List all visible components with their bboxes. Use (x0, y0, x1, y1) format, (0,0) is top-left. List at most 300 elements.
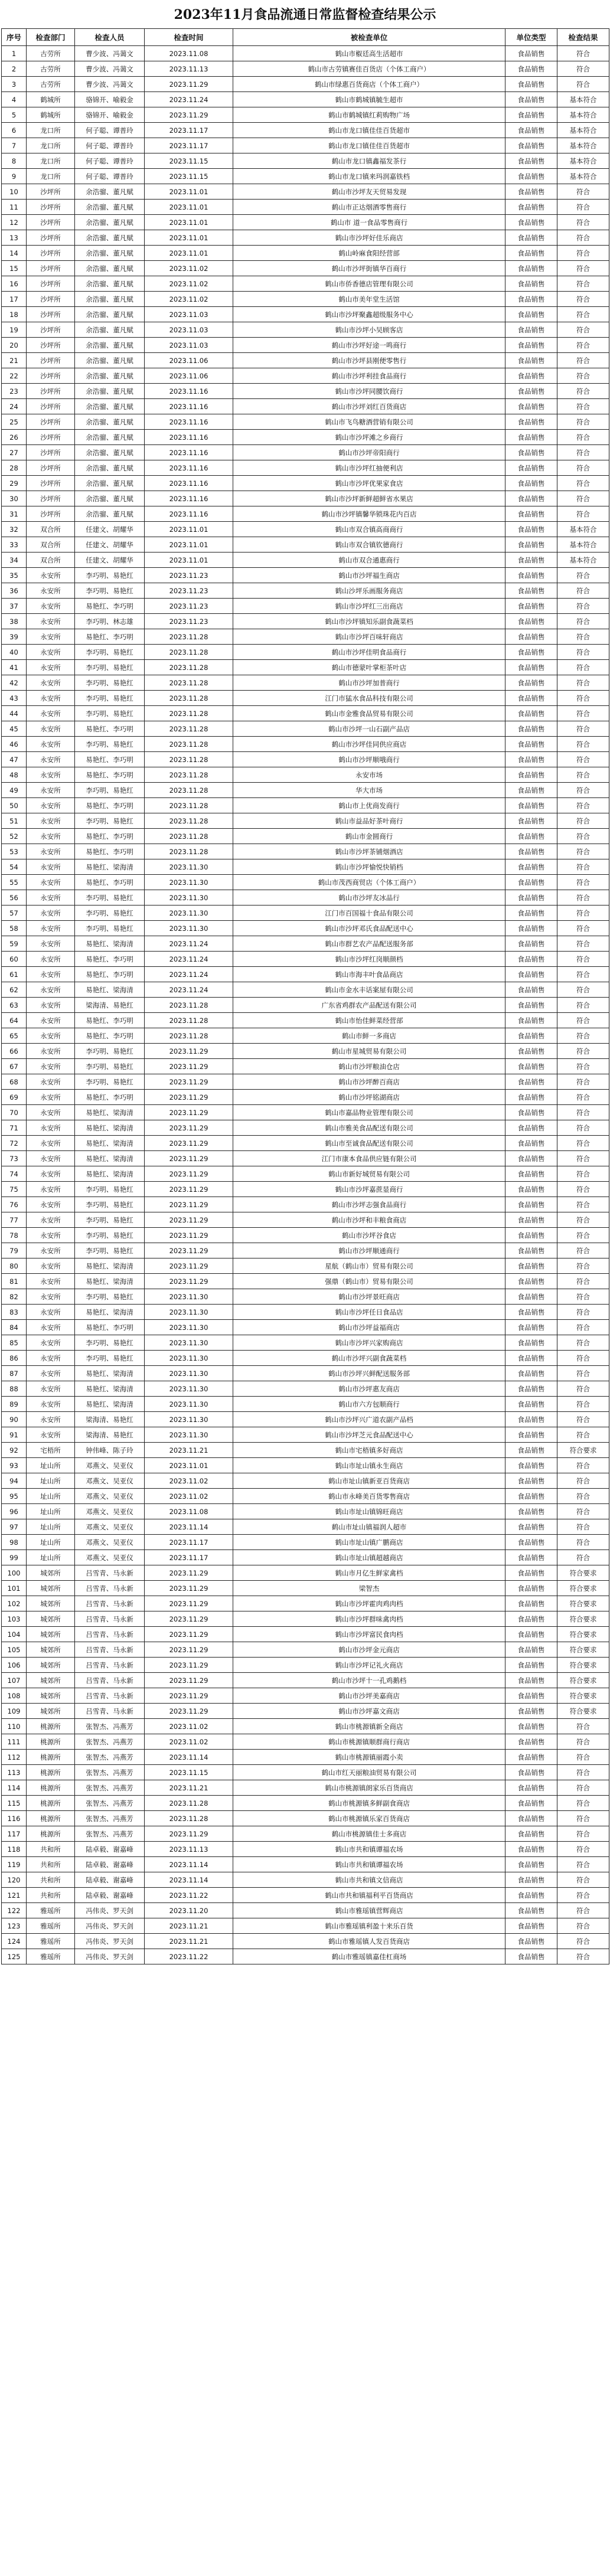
cell-date: 2023.11.30 (145, 1397, 233, 1412)
cell-unit-type: 食品销售 (505, 1320, 557, 1335)
cell-inspectors: 陆卓毅、谢嘉峰 (75, 1888, 145, 1903)
cell-department: 永安所 (27, 859, 75, 875)
cell-date: 2023.11.01 (145, 184, 233, 200)
cell-department: 双合所 (27, 522, 75, 537)
table-row (2, 353, 609, 368)
cell-unit: 鹤山市沙坪嘉文商店 (233, 1704, 505, 1719)
cell-unit: 江门市康本食品供应链有限公司 (233, 1151, 505, 1166)
cell-result: 符合 (557, 61, 609, 77)
cell-unit: 鹤山市址山镇新亚百货商店 (233, 1473, 505, 1489)
cell-inspectors: 易艳红、梁海清 (75, 1397, 145, 1412)
cell-index: 37 (2, 599, 27, 614)
cell-result: 基本符合 (557, 522, 609, 537)
cell-result: 基本符合 (557, 553, 609, 568)
cell-inspectors: 李巧明、易艳红 (75, 691, 145, 706)
cell-department: 沙坪所 (27, 445, 75, 460)
cell-result: 符合 (557, 322, 609, 338)
cell-department: 沙坪所 (27, 246, 75, 261)
cell-inspectors: 易艳红、梁海清 (75, 859, 145, 875)
cell-inspectors: 吕雪青、马永新 (75, 1565, 145, 1581)
cell-unit-type: 食品销售 (505, 829, 557, 844)
cell-unit: 鹤山市怡佳鲜菜经营部 (233, 1013, 505, 1028)
cell-unit: 鹤山市至诚食品配送有限公司 (233, 1136, 505, 1151)
cell-index: 60 (2, 952, 27, 967)
cell-index: 13 (2, 230, 27, 246)
cell-unit-type: 食品销售 (505, 1565, 557, 1581)
cell-inspectors: 李巧明、易艳红 (75, 675, 145, 691)
cell-index: 88 (2, 1381, 27, 1397)
cell-result: 符合 (557, 1934, 609, 1949)
cell-inspectors: 张智杰、冯燕芳 (75, 1765, 145, 1780)
cell-result: 符合 (557, 614, 609, 629)
cell-unit: 鹤山市沙坪利挂食品商行 (233, 368, 505, 384)
cell-result: 符合 (557, 368, 609, 384)
cell-date: 2023.11.29 (145, 1704, 233, 1719)
cell-department: 永安所 (27, 936, 75, 952)
table-row (2, 537, 609, 553)
cell-inspectors: 任建文、胡耀华 (75, 522, 145, 537)
cell-index: 55 (2, 875, 27, 890)
cell-index: 26 (2, 430, 27, 445)
cell-department: 沙坪所 (27, 399, 75, 414)
cell-unit: 广东省鸡群农产品配送有限公司 (233, 998, 505, 1013)
cell-unit-type: 食品销售 (505, 952, 557, 967)
cell-inspectors: 冯伟炎、罗天剑 (75, 1918, 145, 1934)
cell-unit-type: 食品销售 (505, 307, 557, 322)
cell-date: 2023.11.24 (145, 952, 233, 967)
cell-department: 沙坪所 (27, 215, 75, 230)
cell-unit: 鹤山市上优商发商行 (233, 798, 505, 813)
table-row (2, 1581, 609, 1596)
cell-unit: 鹤山市址山镇锦旺商店 (233, 1504, 505, 1519)
cell-date: 2023.11.02 (145, 292, 233, 307)
cell-date: 2023.11.28 (145, 844, 233, 859)
cell-department: 古劳所 (27, 61, 75, 77)
cell-date: 2023.11.29 (145, 1826, 233, 1842)
cell-index: 114 (2, 1780, 27, 1796)
cell-inspectors: 余浩骝、董凡赋 (75, 292, 145, 307)
table-row (2, 1258, 609, 1274)
cell-index: 47 (2, 752, 27, 767)
cell-result: 符合 (557, 338, 609, 353)
cell-department: 永安所 (27, 998, 75, 1013)
table-row (2, 1842, 609, 1857)
cell-unit-type: 食品销售 (505, 1059, 557, 1074)
cell-result: 符合 (557, 1044, 609, 1059)
cell-inspectors: 易艳红、李巧明 (75, 844, 145, 859)
cell-unit-type: 食品销售 (505, 1949, 557, 1964)
cell-unit: 鹤山市沙坪友天贸易发现 (233, 184, 505, 200)
cell-unit: 鹤山市沙坪镇知乐副食蔬菜档 (233, 614, 505, 629)
cell-index: 48 (2, 767, 27, 783)
cell-date: 2023.11.17 (145, 138, 233, 153)
cell-index: 87 (2, 1366, 27, 1381)
cell-result: 符合 (557, 859, 609, 875)
cell-index: 77 (2, 1212, 27, 1228)
cell-unit-type: 食品销售 (505, 153, 557, 169)
table-row (2, 522, 609, 537)
cell-department: 城郊所 (27, 1611, 75, 1627)
table-row (2, 1596, 609, 1611)
cell-department: 沙坪所 (27, 200, 75, 215)
cell-result: 符合 (557, 1397, 609, 1412)
cell-unit: 鹤山市共和镇文信商店 (233, 1872, 505, 1888)
cell-unit-type: 食品销售 (505, 767, 557, 783)
cell-department: 共和所 (27, 1857, 75, 1872)
cell-inspectors: 李巧明、易艳红 (75, 1059, 145, 1074)
cell-unit: 鹤山市沙坪县刚便零售行 (233, 353, 505, 368)
cell-unit: 鹤山岭麻食阳经营部 (233, 246, 505, 261)
table-row (2, 1565, 609, 1581)
cell-unit-type: 食品销售 (505, 737, 557, 752)
cell-inspectors: 李巧明、易艳红 (75, 1044, 145, 1059)
cell-unit: 鹤山市美年堂生活馆 (233, 292, 505, 307)
cell-inspectors: 余浩骝、董凡赋 (75, 200, 145, 215)
cell-unit: 鹤山市月亿生鲜家禽档 (233, 1565, 505, 1581)
cell-inspectors: 陆卓毅、谢嘉峰 (75, 1842, 145, 1857)
cell-unit: 鹤山市沙坪滩之乡商行 (233, 430, 505, 445)
cell-unit-type: 食品销售 (505, 1504, 557, 1519)
cell-department: 沙坪所 (27, 491, 75, 506)
cell-result: 符合 (557, 506, 609, 522)
cell-inspectors: 余浩骝、董凡赋 (75, 384, 145, 399)
table-row (2, 184, 609, 200)
cell-unit: 鹤山市双合镇钦德商行 (233, 537, 505, 553)
cell-unit-type: 食品销售 (505, 200, 557, 215)
table-row (2, 859, 609, 875)
cell-result: 基本符合 (557, 169, 609, 184)
cell-unit-type: 食品销售 (505, 1826, 557, 1842)
cell-unit: 鹤山市沙坪愉悦快销档 (233, 859, 505, 875)
cell-unit: 鹤山市雅瑶镇营辉商店 (233, 1903, 505, 1918)
cell-date: 2023.11.30 (145, 875, 233, 890)
cell-unit-type: 食品销售 (505, 1780, 557, 1796)
cell-result: 符合 (557, 261, 609, 276)
cell-department: 永安所 (27, 737, 75, 752)
cell-department: 永安所 (27, 952, 75, 967)
cell-unit-type: 食品销售 (505, 1197, 557, 1212)
cell-department: 址山所 (27, 1489, 75, 1504)
cell-result: 基本符合 (557, 153, 609, 169)
cell-unit: 鹤山市龙口镇佳佳百货超市 (233, 138, 505, 153)
table-row (2, 1212, 609, 1228)
cell-date: 2023.11.17 (145, 1535, 233, 1550)
cell-date: 2023.11.02 (145, 1719, 233, 1734)
cell-inspectors: 陆卓毅、谢嘉峰 (75, 1872, 145, 1888)
cell-unit: 鹤山市沙坪志强食品商行 (233, 1197, 505, 1212)
cell-unit: 鹤山市沙坪聚鑫超级服务中心 (233, 307, 505, 322)
cell-unit: 鹤山市沙坪镇馨华锁珠花内百店 (233, 506, 505, 522)
cell-result: 符合 (557, 46, 609, 61)
cell-result: 符合 (557, 1949, 609, 1964)
cell-department: 沙坪所 (27, 322, 75, 338)
cell-date: 2023.11.29 (145, 1197, 233, 1212)
cell-index: 11 (2, 200, 27, 215)
table-row (2, 783, 609, 798)
cell-unit-type: 食品销售 (505, 1044, 557, 1059)
cell-index: 38 (2, 614, 27, 629)
cell-result: 基本符合 (557, 138, 609, 153)
cell-date: 2023.11.21 (145, 1918, 233, 1934)
cell-inspectors: 余浩骝、董凡赋 (75, 246, 145, 261)
cell-date: 2023.11.28 (145, 721, 233, 737)
cell-department: 永安所 (27, 829, 75, 844)
cell-inspectors: 易艳红、李巧明 (75, 1028, 145, 1044)
cell-unit: 鹤山市沙坪红抽便利店 (233, 460, 505, 476)
cell-unit-type: 食品销售 (505, 691, 557, 706)
table-row (2, 1934, 609, 1949)
cell-unit: 鹤山市沙坪红三出商店 (233, 599, 505, 614)
cell-unit: 鹤山市址山镇福润人超市 (233, 1519, 505, 1535)
cell-date: 2023.11.01 (145, 522, 233, 537)
cell-unit-type: 食品销售 (505, 1765, 557, 1780)
table-row (2, 1857, 609, 1872)
table-row (2, 1090, 609, 1105)
cell-index: 31 (2, 506, 27, 522)
cell-index: 39 (2, 629, 27, 645)
cell-unit: 鹤山市沙坪茶铺烟酒店 (233, 844, 505, 859)
cell-unit-type: 食品销售 (505, 783, 557, 798)
cell-unit-type: 食品销售 (505, 844, 557, 859)
table-row (2, 1274, 609, 1289)
cell-unit: 鹤山市桃源镇顺群商行商店 (233, 1734, 505, 1750)
cell-index: 44 (2, 706, 27, 721)
cell-index: 53 (2, 844, 27, 859)
cell-date: 2023.11.28 (145, 691, 233, 706)
cell-unit-type: 食品销售 (505, 246, 557, 261)
cell-unit-type: 食品销售 (505, 798, 557, 813)
cell-unit-type: 食品销售 (505, 1673, 557, 1688)
cell-index: 96 (2, 1504, 27, 1519)
cell-department: 永安所 (27, 1274, 75, 1289)
cell-department: 城郊所 (27, 1627, 75, 1642)
cell-index: 33 (2, 537, 27, 553)
cell-date: 2023.11.01 (145, 553, 233, 568)
table-row (2, 952, 609, 967)
table-row (2, 1243, 609, 1258)
cell-date: 2023.11.28 (145, 752, 233, 767)
cell-index: 41 (2, 660, 27, 675)
cell-department: 沙坪所 (27, 460, 75, 476)
table-row (2, 1412, 609, 1427)
table-row (2, 1504, 609, 1519)
cell-department: 永安所 (27, 614, 75, 629)
cell-inspectors: 余浩骝、董凡赋 (75, 184, 145, 200)
cell-date: 2023.11.29 (145, 1581, 233, 1596)
cell-date: 2023.11.29 (145, 1688, 233, 1704)
cell-unit: 鹤山市宅梧镇多好商店 (233, 1443, 505, 1458)
cell-department: 永安所 (27, 1351, 75, 1366)
table-row (2, 1351, 609, 1366)
cell-unit: 鹤山市双合镇高商商行 (233, 522, 505, 537)
cell-inspectors: 李巧明、易艳红 (75, 921, 145, 936)
cell-inspectors: 余浩骝、董凡赋 (75, 460, 145, 476)
table-row (2, 368, 609, 384)
cell-unit: 鹤山市沙坪粮油仓店 (233, 1059, 505, 1074)
cell-date: 2023.11.01 (145, 215, 233, 230)
cell-date: 2023.11.28 (145, 783, 233, 798)
cell-unit: 强鼎（鹤山市）贸易有限公司 (233, 1274, 505, 1289)
cell-inspectors: 冯伟炎、罗天剑 (75, 1934, 145, 1949)
cell-date: 2023.11.29 (145, 1105, 233, 1120)
cell-unit: 鹤山市沙坪兴副食蔬菜档 (233, 1351, 505, 1366)
cell-department: 雅瑶所 (27, 1949, 75, 1964)
cell-index: 2 (2, 61, 27, 77)
table-row (2, 706, 609, 721)
cell-inspectors: 邓燕文、吴亚仪 (75, 1504, 145, 1519)
table-row (2, 737, 609, 752)
table-row (2, 1765, 609, 1780)
table-row (2, 752, 609, 767)
cell-index: 51 (2, 813, 27, 829)
cell-unit-type: 食品销售 (505, 230, 557, 246)
cell-inspectors: 余浩骝、董凡赋 (75, 230, 145, 246)
cell-index: 52 (2, 829, 27, 844)
cell-index: 69 (2, 1090, 27, 1105)
cell-date: 2023.11.22 (145, 1888, 233, 1903)
cell-department: 永安所 (27, 1289, 75, 1305)
cell-department: 永安所 (27, 1136, 75, 1151)
cell-result: 符合 (557, 200, 609, 215)
cell-unit: 鹤山市 道一食品零售商行 (233, 215, 505, 230)
cell-result: 符合要求 (557, 1581, 609, 1596)
cell-unit: 鹤山市鹤城镇毓生超市 (233, 92, 505, 107)
cell-department: 共和所 (27, 1888, 75, 1903)
cell-index: 58 (2, 921, 27, 936)
cell-unit: 鹤山市金圆商行 (233, 829, 505, 844)
cell-unit: 鹤山市沙坪十一孔鸡鹅档 (233, 1673, 505, 1688)
cell-unit: 鹤山市沙坪惠友商店 (233, 1381, 505, 1397)
cell-inspectors: 李巧明、易艳红 (75, 645, 145, 660)
cell-date: 2023.11.24 (145, 936, 233, 952)
cell-unit: 鹤山市鲜一多商店 (233, 1028, 505, 1044)
cell-inspectors: 李巧明、易艳红 (75, 813, 145, 829)
cell-index: 10 (2, 184, 27, 200)
cell-unit-type: 食品销售 (505, 1888, 557, 1903)
cell-date: 2023.11.24 (145, 982, 233, 998)
cell-unit-type: 食品销售 (505, 1074, 557, 1090)
cell-department: 永安所 (27, 1090, 75, 1105)
cell-date: 2023.11.16 (145, 414, 233, 430)
cell-date: 2023.11.14 (145, 1519, 233, 1535)
cell-unit-type: 食品销售 (505, 1458, 557, 1473)
cell-unit: 鹤山市沙坪嘉蔗显商行 (233, 1182, 505, 1197)
cell-result: 符合 (557, 599, 609, 614)
table-row (2, 1719, 609, 1734)
cell-date: 2023.11.29 (145, 1627, 233, 1642)
cell-index: 85 (2, 1335, 27, 1351)
table-row (2, 399, 609, 414)
cell-department: 永安所 (27, 1059, 75, 1074)
cell-result: 符合要求 (557, 1627, 609, 1642)
table-row (2, 123, 609, 138)
header-result: 检查结果 (557, 29, 609, 46)
cell-index: 107 (2, 1673, 27, 1688)
cell-department: 永安所 (27, 783, 75, 798)
cell-unit-type: 食品销售 (505, 1228, 557, 1243)
cell-unit: 鹤山市古劳镇赛佳百货店（个体工商户） (233, 61, 505, 77)
cell-unit: 鹤山市海丰叶食品商店 (233, 967, 505, 982)
cell-result: 符合 (557, 414, 609, 430)
cell-date: 2023.11.24 (145, 967, 233, 982)
cell-index: 40 (2, 645, 27, 660)
cell-result: 符合 (557, 430, 609, 445)
table-row (2, 1335, 609, 1351)
cell-unit: 鹤山市雅美食品配送有限公司 (233, 1120, 505, 1136)
cell-unit-type: 食品销售 (505, 859, 557, 875)
cell-index: 108 (2, 1688, 27, 1704)
cell-department: 城郊所 (27, 1642, 75, 1658)
table-row (2, 246, 609, 261)
cell-date: 2023.11.15 (145, 1765, 233, 1780)
cell-unit-type: 食品销售 (505, 184, 557, 200)
table-row (2, 1627, 609, 1642)
cell-inspectors: 邓燕文、吴亚仪 (75, 1519, 145, 1535)
cell-result: 符合 (557, 1105, 609, 1120)
cell-department: 龙口所 (27, 169, 75, 184)
table-row (2, 276, 609, 292)
cell-unit-type: 食品销售 (505, 1596, 557, 1611)
cell-date: 2023.11.29 (145, 1658, 233, 1673)
cell-unit-type: 食品销售 (505, 292, 557, 307)
cell-index: 75 (2, 1182, 27, 1197)
cell-date: 2023.11.17 (145, 1550, 233, 1565)
cell-inspectors: 余浩骝、董凡赋 (75, 399, 145, 414)
cell-unit: 鹤山市红天丽粮油贸易有限公司 (233, 1765, 505, 1780)
cell-unit-type: 食品销售 (505, 553, 557, 568)
cell-unit-type: 食品销售 (505, 107, 557, 123)
cell-inspectors: 陆卓毅、谢嘉峰 (75, 1857, 145, 1872)
cell-index: 59 (2, 936, 27, 952)
cell-inspectors: 易艳红、李巧明 (75, 1090, 145, 1105)
cell-date: 2023.11.30 (145, 1366, 233, 1381)
cell-index: 116 (2, 1811, 27, 1826)
cell-index: 119 (2, 1857, 27, 1872)
cell-department: 永安所 (27, 813, 75, 829)
cell-department: 鹤城所 (27, 107, 75, 123)
cell-department: 址山所 (27, 1473, 75, 1489)
cell-department: 永安所 (27, 1381, 75, 1397)
cell-result: 符合 (557, 1550, 609, 1565)
cell-unit: 鹤山市龙口镇佳佳百货超市 (233, 123, 505, 138)
cell-index: 65 (2, 1028, 27, 1044)
cell-inspectors: 骆锦开、喻毅金 (75, 107, 145, 123)
cell-date: 2023.11.15 (145, 169, 233, 184)
cell-result: 符合 (557, 1228, 609, 1243)
cell-result: 符合 (557, 1120, 609, 1136)
cell-date: 2023.11.21 (145, 1443, 233, 1458)
table-row (2, 1796, 609, 1811)
cell-index: 30 (2, 491, 27, 506)
header-index: 序号 (2, 29, 27, 46)
cell-index: 97 (2, 1519, 27, 1535)
cell-unit-type: 食品销售 (505, 1750, 557, 1765)
cell-department: 永安所 (27, 1397, 75, 1412)
cell-unit: 鹤山市茂西商贸店（个体工商户） (233, 875, 505, 890)
cell-unit-type: 食品销售 (505, 1212, 557, 1228)
cell-inspectors: 李巧明、易艳红 (75, 706, 145, 721)
cell-result: 符合 (557, 476, 609, 491)
cell-index: 103 (2, 1611, 27, 1627)
cell-inspectors: 李巧明、易艳红 (75, 1243, 145, 1258)
cell-result: 符合要求 (557, 1611, 609, 1627)
cell-unit-type: 食品销售 (505, 1918, 557, 1934)
cell-result: 符合 (557, 1734, 609, 1750)
cell-index: 27 (2, 445, 27, 460)
table-row (2, 1366, 609, 1381)
cell-department: 永安所 (27, 1197, 75, 1212)
cell-index: 79 (2, 1243, 27, 1258)
